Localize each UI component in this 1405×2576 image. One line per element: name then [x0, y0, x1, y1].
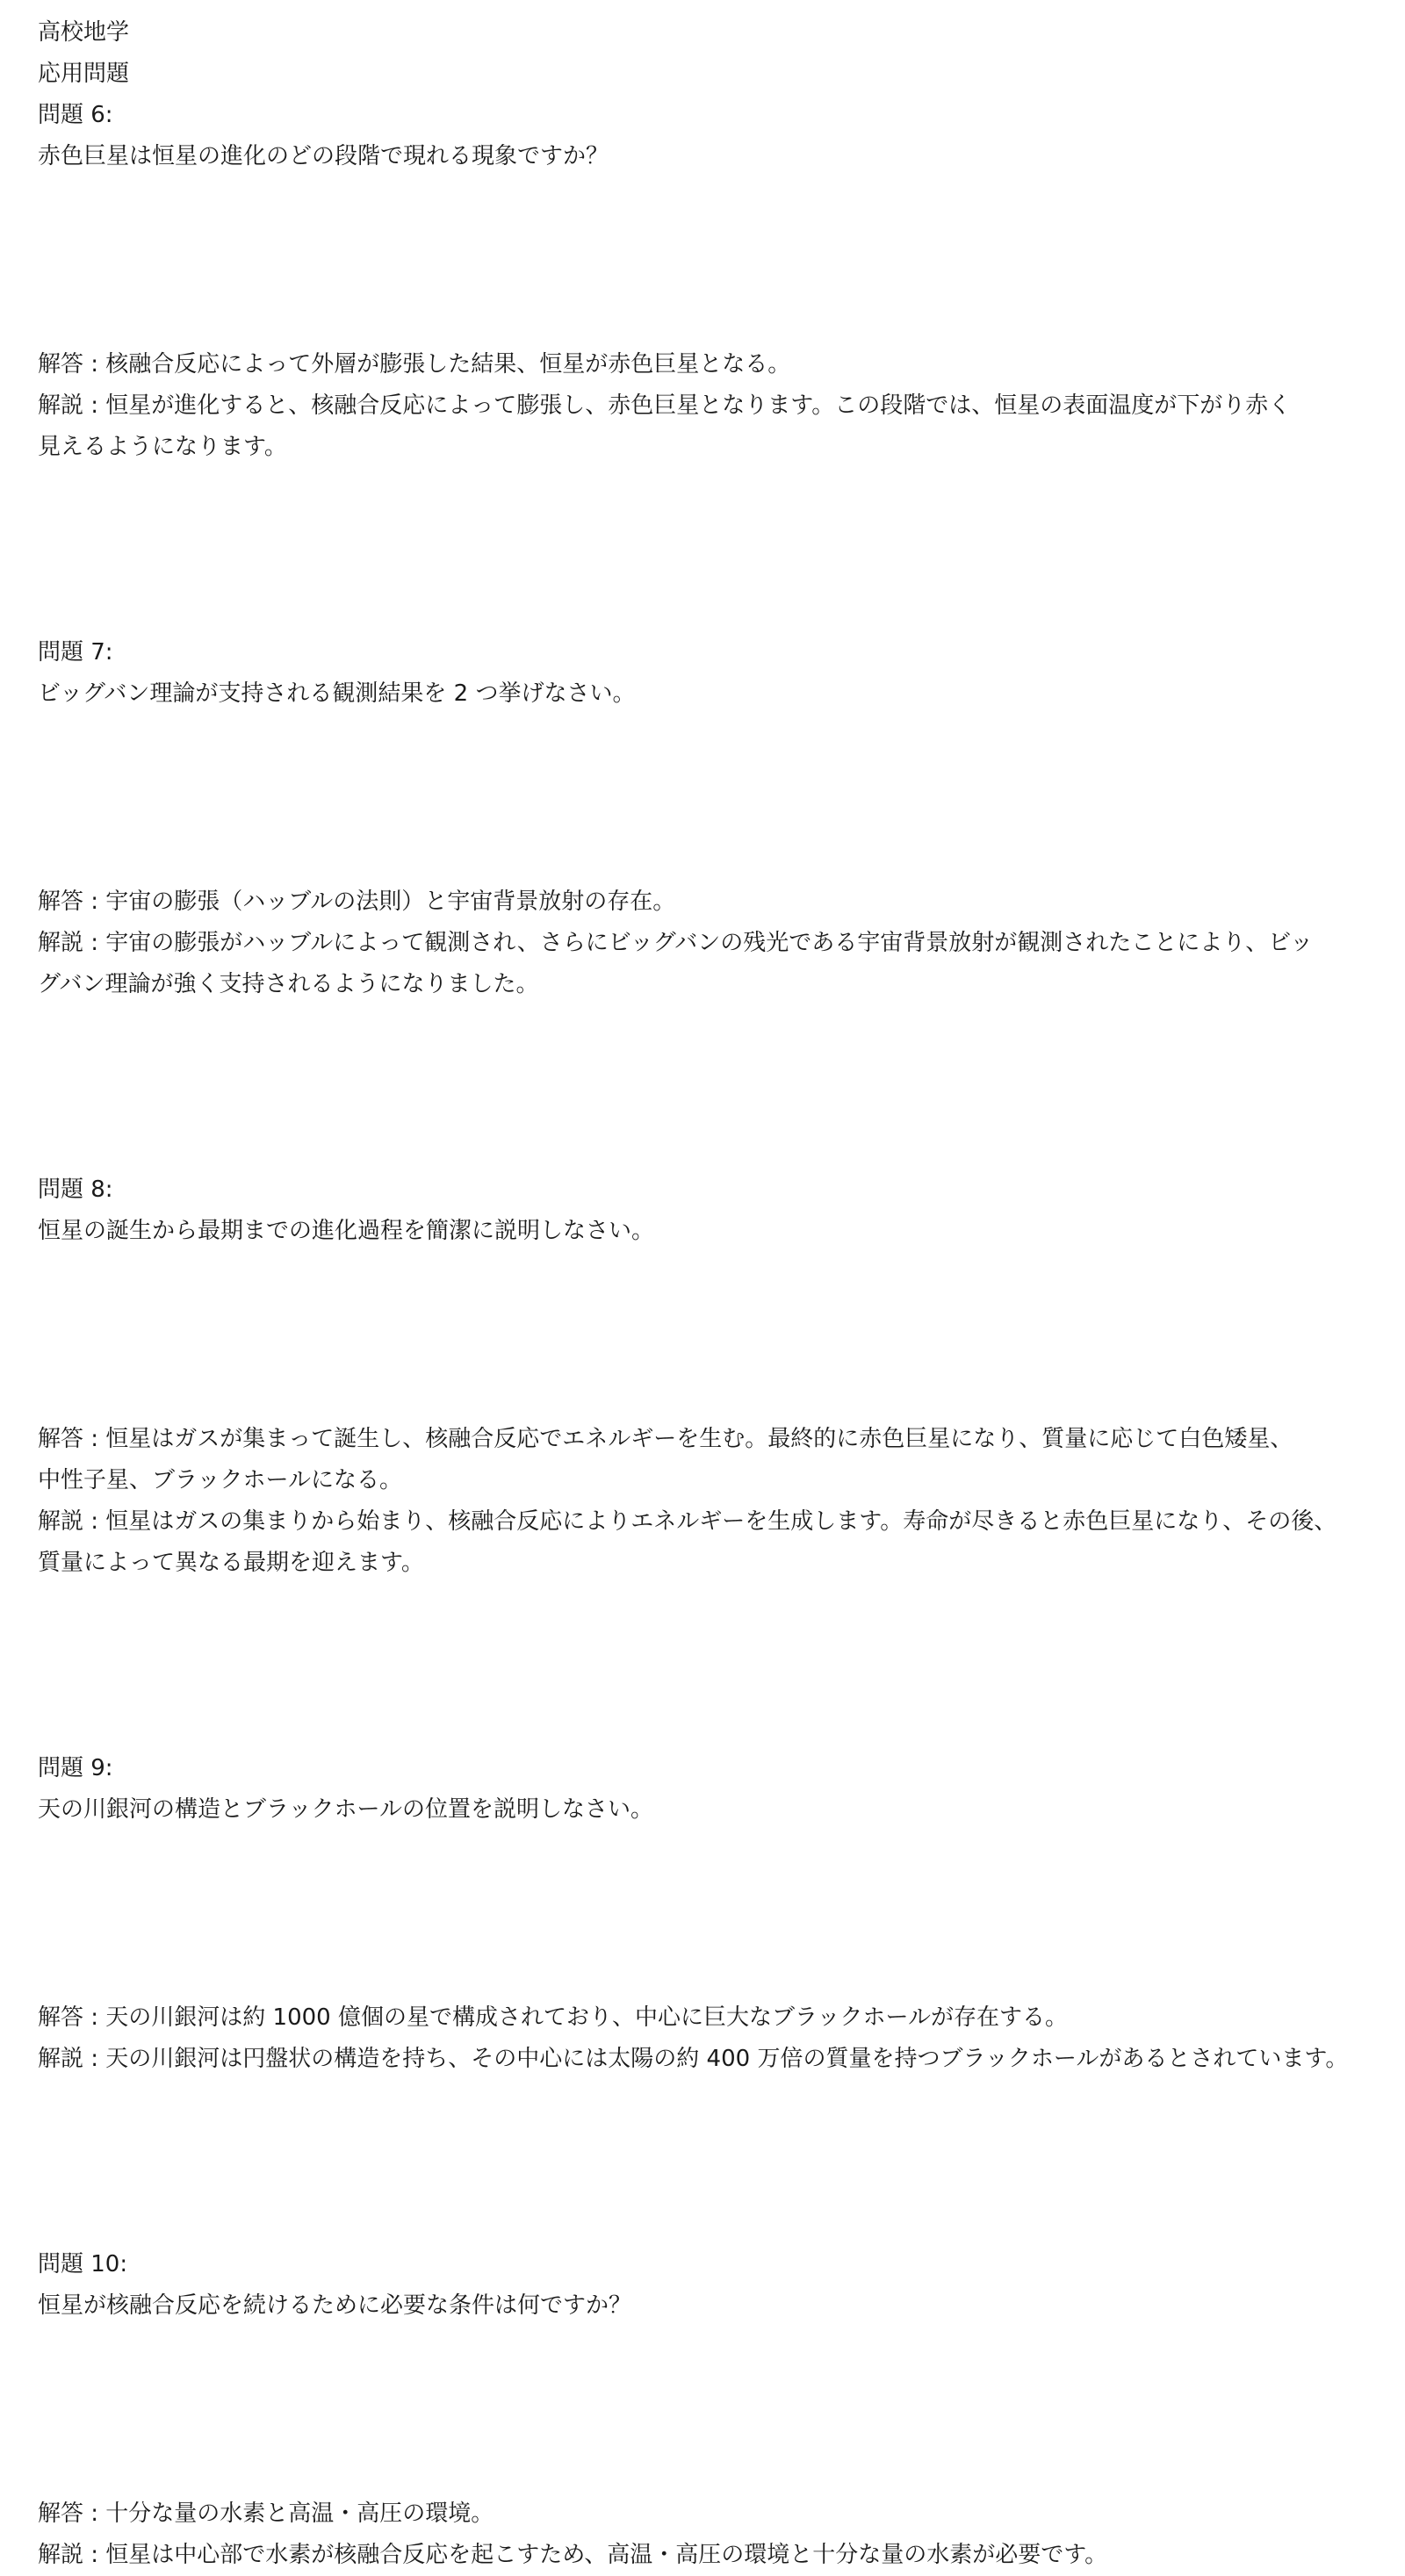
subject-title: 高校地学	[38, 19, 130, 46]
answer-text: 解答 : 宇宙の膨張（ハッブルの法則）と宇宙背景放射の存在。	[38, 889, 676, 915]
explanation-line: 解説 : 宇宙の膨張がハッブルによって観測され、さらにビッグバンの残光である宇宙背景放射が観測されたことにより、ビッ	[38, 930, 1314, 956]
question-number: 問題 8:	[38, 1176, 113, 1203]
answer-text: 解答 : 天の川銀河は約 1000 億個の星で構成されており、中心に巨大なブラックホールが存在する。	[38, 2004, 1068, 2031]
answer-line: 解答 : 恒星はガスが集まって誕生し、核融合反応でエネルギーを生む。最終的に赤色巨星になり、質量に応じて白色矮星、	[38, 1426, 1293, 1452]
question-number: 問題 9:	[38, 1755, 113, 1781]
question-text: 恒星が核融合反応を続けるために必要な条件は何ですか？	[38, 2292, 632, 2319]
question-number: 問題 6:	[38, 102, 113, 128]
question-text: 赤色巨星は恒星の進化のどの段階で現れる現象ですか？	[38, 143, 609, 169]
explanation-line: 解説 : 天の川銀河は円盤状の構造を持ち、その中心には太陽の約 400 万倍の質量を持つブラックホールがあるとされています。	[38, 2046, 1349, 2072]
question-block-10	[38, 2244, 1373, 2576]
question-number: 問題 10:	[38, 2251, 128, 2277]
explanation-line: 質量によって異なる最期を迎えます。	[38, 1550, 424, 1576]
explanation-line: 見えるようになります。	[38, 434, 287, 460]
question-text: 天の川銀河の構造とブラックホールの位置を説明しなさい。	[38, 1796, 653, 1823]
question-block-8	[38, 1169, 1373, 1584]
explanation-line: 解説 : 恒星は中心部で水素が核融合反応を起こすため、高温・高圧の環境と十分な量の水素が必要です。	[38, 2542, 1108, 2568]
answer-text: 解答 : 核融合反応によって外層が膨張した結果、恒星が赤色巨星となる。	[38, 351, 791, 378]
answer-line: 中性子星、ブラックホールになる。	[38, 1467, 402, 1493]
document-page	[38, 12, 1373, 2576]
question-text: 恒星の誕生から最期までの進化過程を簡潔に説明しなさい。	[38, 1218, 655, 1244]
explanation-line: 解説 : 恒星が進化すると、核融合反応によって膨張し、赤色巨星となります。この段階では、恒星の表面温度が下がり赤く	[38, 392, 1292, 419]
answer-text: 解答 : 十分な量の水素と高温・高圧の環境。	[38, 2500, 494, 2527]
question-block-9	[38, 1748, 1373, 2080]
question-text: ビッグバン理論が支持される観測結果を 2 つ挙げなさい。	[38, 680, 636, 707]
question-block-7	[38, 632, 1373, 1005]
question-block-6	[38, 95, 1373, 468]
section-title: 応用問題	[38, 61, 130, 87]
question-number: 問題 7:	[38, 639, 113, 666]
explanation-line: 解説 : 恒星はガスの集まりから始まり、核融合反応によりエネルギーを生成します。寿命が尽きると赤色巨星になり、その後、	[38, 1508, 1337, 1535]
explanation-line: グバン理論が強く支持されるようになりました。	[38, 971, 539, 997]
